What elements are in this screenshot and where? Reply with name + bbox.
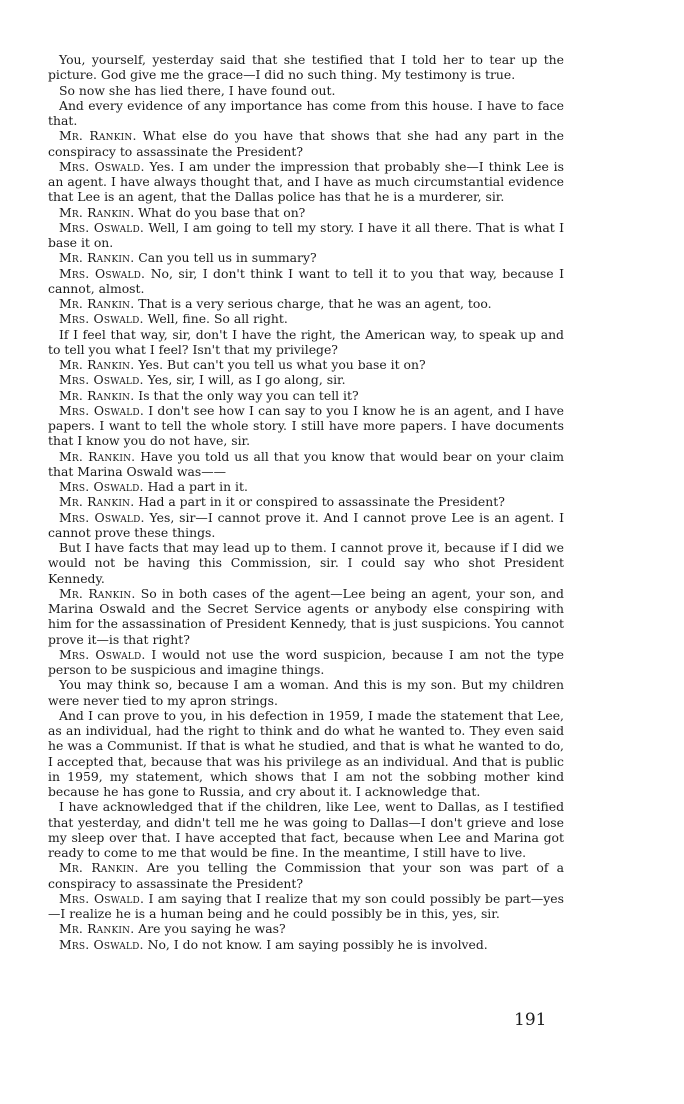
paragraph-text: What do you base that on?	[138, 204, 306, 220]
testimony-paragraph	[48, 479, 564, 494]
testimony-paragraph	[48, 540, 564, 586]
paragraph-text: That is a very serious charge, that he was an agent, too.	[138, 296, 492, 311]
testimony-paragraph	[48, 205, 564, 220]
speaker-name: Mr. Rankin.	[59, 357, 135, 372]
testimony-paragraph	[48, 647, 564, 678]
speaker-name: Mrs. Oswald.	[59, 311, 144, 327]
speaker-name: Mrs. Oswald.	[59, 265, 146, 281]
testimony-paragraph	[48, 403, 564, 449]
paragraph-text: And every evidence of any importance has come from this house. I have to face that.	[48, 97, 564, 128]
paragraph-text: You, yourself, yesterday said that she testified that I told her to tear up the picture. God give me the grace—I did no such thing. My testimony is true.	[48, 52, 564, 83]
paragraph-text: So in both cases of the agent—Lee being an agent, your son, and Marina Oswald and the Secret Service agents or anybody else conspiring with him for the assassination of President Kennedy, that is just suspicions. You cannot prove it—is that right?	[48, 585, 564, 647]
testimony-paragraph	[48, 708, 564, 800]
paragraph-text: Yes, sir—I cannot prove it. And I cannot prove Lee is an agent. I cannot prove these things.	[48, 509, 564, 540]
speaker-name: Mrs. Oswald.	[59, 479, 144, 494]
paragraph-text: Can you tell us in summary?	[138, 250, 317, 266]
speaker-name: Mr. Rankin.	[59, 448, 136, 464]
paragraph-text: Had a part in it or conspired to assassinate the President?	[138, 494, 505, 510]
paragraph-text: If I feel that way, sir, don't I have the right, the American way, to speak up and to tell you what I feel? Isn't that my privilege?	[48, 326, 564, 357]
testimony-paragraph	[48, 799, 564, 860]
testimony-paragraph	[48, 449, 564, 480]
testimony-paragraph	[48, 128, 564, 159]
testimony-paragraph	[48, 677, 564, 708]
speaker-name: Mr. Rankin.	[59, 387, 135, 403]
paragraph-text: Had a part in it.	[147, 479, 248, 494]
paragraph-text: I would not use the word suspicion, because I am not the type person to be suspicious and imagine things.	[48, 646, 564, 677]
testimony-paragraph	[48, 494, 564, 509]
paragraph-text: I don't see how I can say to you I know he is an agent, and I have papers. I want to tell the whole story. I still have more papers. I have documents that I know you do not have, sir.	[48, 402, 564, 449]
speaker-name: Mrs. Oswald.	[59, 158, 145, 174]
testimony-paragraph	[48, 860, 564, 891]
speaker-name: Mr. Rankin.	[59, 860, 139, 876]
testimony-paragraph	[48, 311, 564, 326]
testimony-paragraph	[48, 937, 564, 952]
paragraph-text: Have you told us all that you know that would bear on your claim that Marina Oswald was——	[48, 448, 564, 479]
paragraph-text: And I can prove to you, in his defection in 1959, I made the statement that Lee, as an individual, had the right to think and do what he wanted to. They even said he was a Communist. If that is what he studied, and that is what he wanted to do, I accepted that, because that was his privilege as an individual. And that is public in 1959, my statement, which shows that I am not the sobbing mother kind because he has gone to Russia, and cry about it. I acknowledge that.	[48, 707, 564, 799]
page-number: 191	[514, 1010, 547, 1030]
paragraph-text: Yes. But can't you tell us what you base it on?	[138, 357, 426, 372]
speaker-name: Mr. Rankin.	[59, 204, 135, 220]
paragraph-text: Are you saying he was?	[138, 921, 286, 937]
paragraph-text: I am saying that I realize that my son could possibly be part—yes—I realize he is a human being and he could possibly be in this, yes, sir.	[48, 890, 564, 921]
speaker-name: Mrs. Oswald.	[59, 372, 144, 388]
speaker-name: Mr. Rankin.	[59, 250, 135, 266]
testimony-transcript	[48, 52, 564, 952]
paragraph-text: So now she has lied there, I have found out.	[59, 82, 336, 98]
testimony-paragraph	[48, 266, 564, 297]
testimony-paragraph	[48, 586, 564, 647]
testimony-paragraph	[48, 357, 564, 372]
speaker-name: Mrs. Oswald.	[59, 509, 145, 525]
paragraph-text: But I have facts that may lead up to them. I cannot prove it, because if I did we would not be having this Commission, sir. I could say who shot President Kennedy.	[48, 540, 564, 586]
speaker-name: Mrs. Oswald.	[59, 219, 145, 235]
paragraph-text: What else do you have that shows that she had any part in the conspiracy to assassinate the President?	[48, 128, 564, 159]
paragraph-text: Yes. I am under the impression that probably she—I think Lee is an agent. I have always thought that, and I have as much circumstantial evidence that Lee is an agent, that the Dallas police has that he is a murderer, sir.	[48, 158, 564, 205]
paragraph-text: Well, fine. So all right.	[147, 311, 288, 327]
testimony-paragraph	[48, 250, 564, 265]
testimony-paragraph	[48, 921, 564, 936]
speaker-name: Mr. Rankin.	[59, 494, 135, 510]
testimony-paragraph	[48, 52, 564, 83]
testimony-paragraph	[48, 220, 564, 251]
paragraph-text: You may think so, because I am a woman. And this is my son. But my children were never tied to my apron strings.	[48, 677, 564, 708]
speaker-name: Mr. Rankin.	[59, 921, 135, 937]
testimony-paragraph	[48, 388, 564, 403]
paragraph-text: No, sir, I don't think I want to tell it to you that way, because I cannot, almost.	[48, 265, 564, 296]
paragraph-text: Well, I am going to tell my story. I have it all there. That is what I base it on.	[48, 219, 564, 250]
testimony-paragraph	[48, 296, 564, 311]
speaker-name: Mrs. Oswald.	[59, 646, 146, 662]
testimony-paragraph	[48, 510, 564, 541]
speaker-name: Mrs. Oswald.	[59, 936, 144, 952]
testimony-paragraph	[48, 159, 564, 205]
paragraph-text: Yes, sir, I will, as I go along, sir.	[147, 372, 346, 388]
testimony-paragraph	[48, 372, 564, 387]
paragraph-text: Is that the only way you can tell it?	[138, 387, 359, 403]
speaker-name: Mrs. Oswald.	[59, 402, 144, 418]
testimony-paragraph	[48, 327, 564, 358]
speaker-name: Mr. Rankin.	[59, 128, 137, 144]
testimony-paragraph	[48, 891, 564, 922]
paragraph-text: I have acknowledged that if the children, like Lee, went to Dallas, as I testified that yesterday, and didn't tell me he was going to Dallas—I don't grieve and lose my sleep over that. I have accepted that fact, because when Lee and Marina got ready to come to me that would be fine. In the meantime, I still have to live.	[48, 799, 564, 860]
testimony-paragraph	[48, 83, 564, 98]
speaker-name: Mrs. Oswald.	[59, 890, 145, 906]
paragraph-text: No, I do not know. I am saying possibly he is involved.	[147, 936, 488, 952]
speaker-name: Mr. Rankin.	[59, 296, 135, 311]
testimony-paragraph	[48, 98, 564, 129]
speaker-name: Mr. Rankin.	[59, 585, 136, 601]
paragraph-text: Are you telling the Commission that your son was part of a conspiracy to assassinate the President?	[48, 860, 564, 891]
